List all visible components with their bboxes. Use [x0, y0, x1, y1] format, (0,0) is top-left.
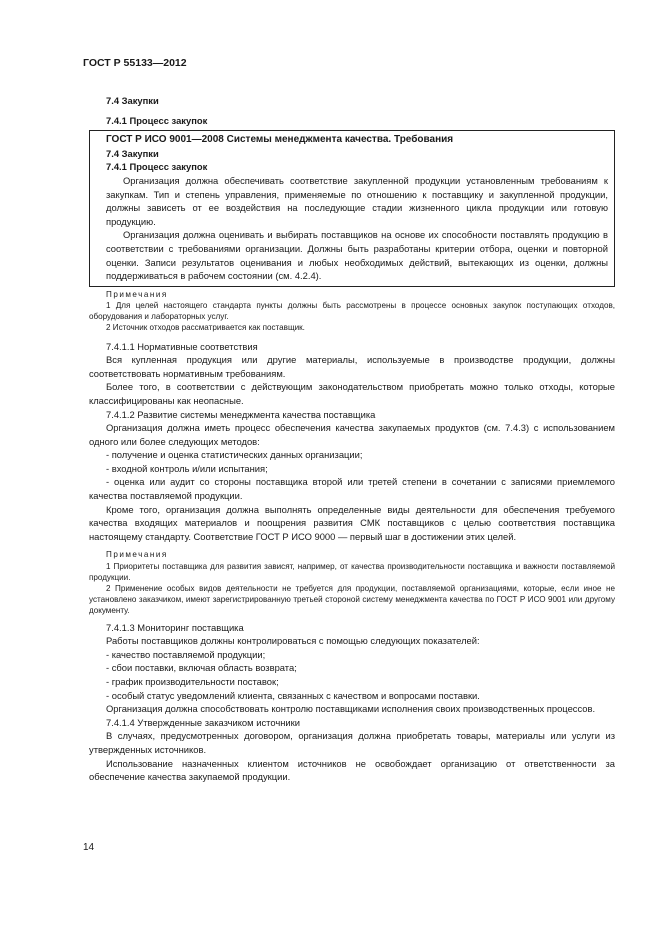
- list-item: - получение и оценка статистических данных организации;: [106, 449, 363, 461]
- notes-title: Примечания: [106, 289, 168, 299]
- subsection-heading: 7.4.1 Процесс закупок: [106, 114, 208, 126]
- quoted-standard-box: [89, 130, 615, 287]
- list-item: - оценка или аудит со стороны поставщика второй или третей степени в сочетании с записями приемлемого качества поставляемой продукции.: [89, 476, 615, 502]
- clause-title: 7.4.1.4 Утвержденные заказчиком источники: [106, 716, 300, 728]
- list-item: - график производительности поставок;: [106, 676, 279, 688]
- paragraph: Организация должна способствовать контролю поставщиками исполнения своих производственных процессов.: [106, 703, 596, 715]
- notes-title: Примечания: [106, 550, 168, 560]
- paragraph: Кроме того, организация должна выполнять определенные виды деятельности для обеспечения требуемого качества входящих материалов и поощрения развития СМК поставщиков с целью соответствия поставщика настоящему стандарту. Соответствие ГОСТ Р ИСО 9000 — первый шаг в достижении этих целей.: [89, 503, 615, 542]
- box-title: ГОСТ Р ИСО 9001—2008 Системы менеджмента качества. Требования: [106, 134, 454, 146]
- paragraph: Работы поставщиков должны контролироваться с помощью следующих показателей:: [106, 635, 480, 647]
- paragraph: Организация должна иметь процесс обеспечения качества закупаемых продуктов (см. 7.4.3) с использованием одного или более следующих методов:: [89, 422, 615, 447]
- clause-title: 7.4.1.1 Нормативные соответствия: [106, 340, 258, 352]
- page-number: 14: [83, 842, 95, 853]
- note-item: 2 Применение особых видов деятельности не требуется для продукции, поставляемой организациями, которые, если иное не установлено заказчиком, имеют зарегистрированную третьей стороной систему менеджмента качества по ГОСТ Р ИСО 9001 или другому документу.: [89, 584, 615, 616]
- box-paragraph-1: Организация должна обеспечивать соответствие закупленной продукции установленным требованиям к закупкам. Тип и степень управления, применяемые по отношению к поставщику и закупленной продукции, должны зависеть от ее воздействия на последующие стадии жизненного цикла продукции или готовую продукцию.: [106, 174, 608, 227]
- note-item: 1 Приоритеты поставщика для развития зависят, например, от качества производительности поставщика и важности поставляемой продукции.: [89, 561, 615, 582]
- paragraph: В случаях, предусмотренных договором, организация должна приобретать товары, материалы или услуги из утвержденных источников.: [89, 730, 615, 755]
- clause-title: 7.4.1.2 Развитие системы менеджмента качества поставщика: [106, 408, 376, 420]
- box-section: 7.4 Закупки: [106, 147, 159, 159]
- notes-block-1: [89, 289, 615, 334]
- note-item: 2 Источник отходов рассматривается как поставщик.: [106, 323, 305, 333]
- clause-title: 7.4.1.3 Мониторинг поставщика: [106, 621, 244, 633]
- list-item: - особый статус уведомлений клиента, связанных с качеством и вопросами поставки.: [106, 689, 480, 701]
- list-item: - качество поставляемой продукции;: [106, 648, 266, 660]
- page-content: [89, 94, 615, 784]
- paragraph: Более того, в соответствии с действующим законодательством приобретать можно только отходы, которые классифицированы как неопасные.: [89, 381, 615, 406]
- box-paragraph-2: Организация должна оценивать и выбирать поставщиков на основе их способности поставлять продукцию в соответствии с требованиями организации. Должны быть разработаны критерии отбора, оценки и повторной оценки. Записи результатов оценивания и любых необходимых действий, вытекающих из оценки, должны поддерживаться в рабочем состоянии (см. 4.2.4).: [106, 229, 608, 282]
- paragraph: Использование назначенных клиентом источников не освобождает организацию от ответственности за обеспечение качества закупаемой продукции.: [89, 757, 615, 783]
- paragraph: Вся купленная продукция или другие материалы, используемые в производстве продукции, должны соответствовать нормативным требованиям.: [89, 354, 615, 379]
- note-item: 1 Для целей настоящего стандарта пункты должны быть рассмотрены в процессе основных закупок поступающих отходов, оборудования и лабораторных услуг.: [89, 300, 615, 322]
- section-heading: 7.4 Закупки: [106, 95, 159, 106]
- document-code-header: ГОСТ Р 55133—2012: [83, 57, 187, 69]
- notes-block-2: [89, 549, 615, 616]
- box-subsection: 7.4.1 Процесс закупок: [106, 161, 208, 173]
- list-item: - сбои поставки, включая область возврата;: [106, 662, 297, 674]
- list-item: - входной контроль и/или испытания;: [106, 462, 268, 474]
